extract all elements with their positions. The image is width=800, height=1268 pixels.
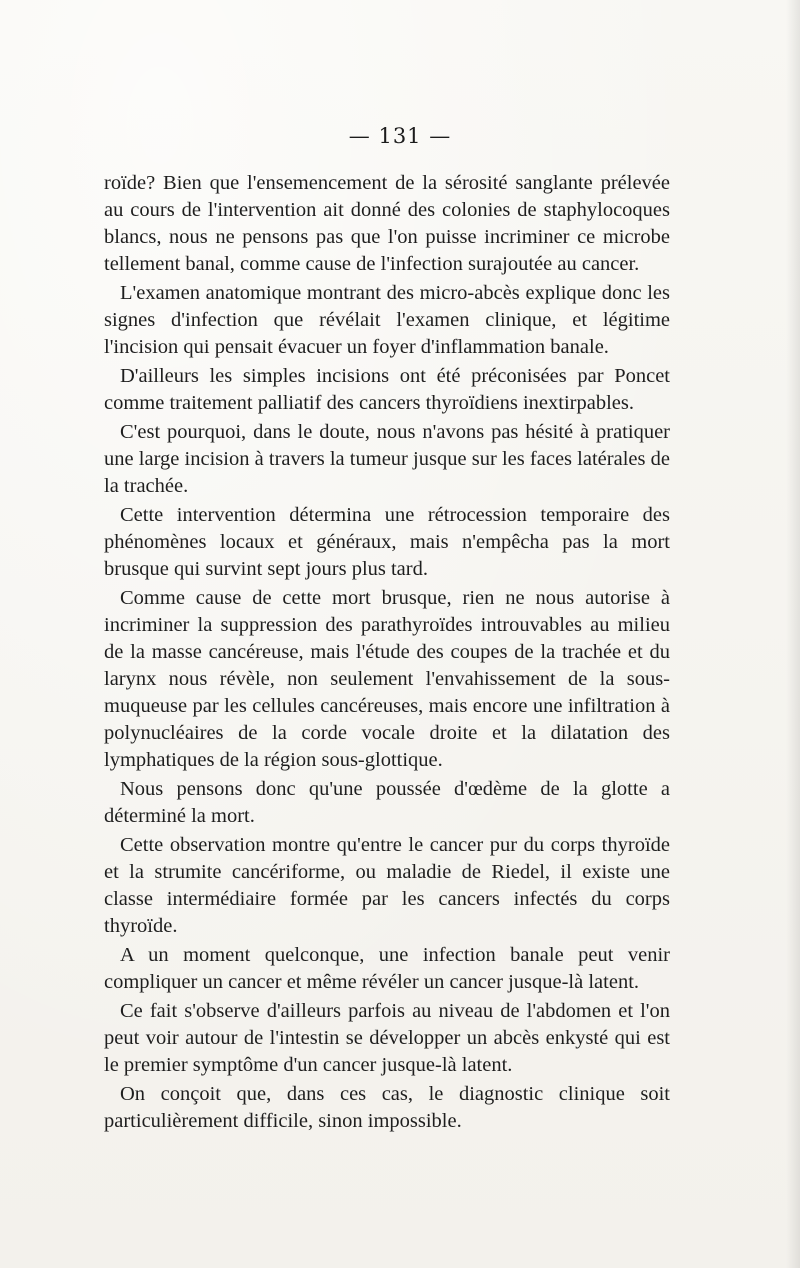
page-number: — 131 — (348, 124, 452, 148)
page-edge-shadow (786, 0, 800, 1268)
paragraph: On conçoit que, dans ces cas, le diagnostic clinique soit particulièrement difficile, sinon impossible. (104, 1083, 670, 1132)
paragraph: L'examen anatomique montrant des micro-abcès explique donc les signes d'infection que révélait l'examen clinique, et légitime l'incision qui pensait évacuer un foyer d'inflammation banale. (104, 282, 670, 358)
paragraph: Cette intervention détermina une rétrocession temporaire des phénomènes locaux et généraux, mais n'empêcha pas la mort brusque qui survint sept jours plus tard. (104, 504, 670, 580)
paragraph: C'est pourquoi, dans le doute, nous n'avons pas hésité à pratiquer une large incision à travers la tumeur jusque sur les faces latérales de la trachée. (104, 421, 670, 497)
paragraph: Ce fait s'observe d'ailleurs parfois au niveau de l'abdomen et l'on peut voir autour de l'intestin se développer un abcès enkysté qui est le premier symptôme d'un cancer jusque-là latent. (104, 1000, 670, 1076)
paragraph: Comme cause de cette mort brusque, rien ne nous autorise à incriminer la suppression des parathyroïdes introuvables au milieu de la masse cancéreuse, mais l'étude des coupes de la trachée et du larynx nous révèle, non seulement l'envahissement de la sous-muqueuse par les cellules cancéreuses, mais encore une infiltration à polynucléaires de la corde vocale droite et la dilatation des lymphatiques de la région sous-glottique. (104, 587, 670, 771)
paragraph: roïde? Bien que l'ensemencement de la sérosité sanglante prélevée au cours de l'intervention ait donné des colonies de staphylocoques blancs, nous ne pensons pas que l'on puisse incriminer ce microbe tellement banal, comme cause de l'infection surajoutée au cancer. (104, 172, 670, 275)
paragraph: Cette observation montre qu'entre le cancer pur du corps thyroïde et la strumite cancériforme, ou maladie de Riedel, il existe une classe intermédiaire formée par les cancers infectés du corps thyroïde. (104, 834, 670, 937)
paragraph: A un moment quelconque, une infection banale peut venir compliquer un cancer et même révéler un cancer jusque-là latent. (104, 944, 670, 993)
body-text (104, 170, 670, 1137)
paragraph: D'ailleurs les simples incisions ont été préconisées par Poncet comme traitement palliatif des cancers thyroïdiens inextirpables. (104, 365, 670, 414)
paragraph: Nous pensons donc qu'une poussée d'œdème de la glotte a déterminé la mort. (104, 778, 670, 827)
